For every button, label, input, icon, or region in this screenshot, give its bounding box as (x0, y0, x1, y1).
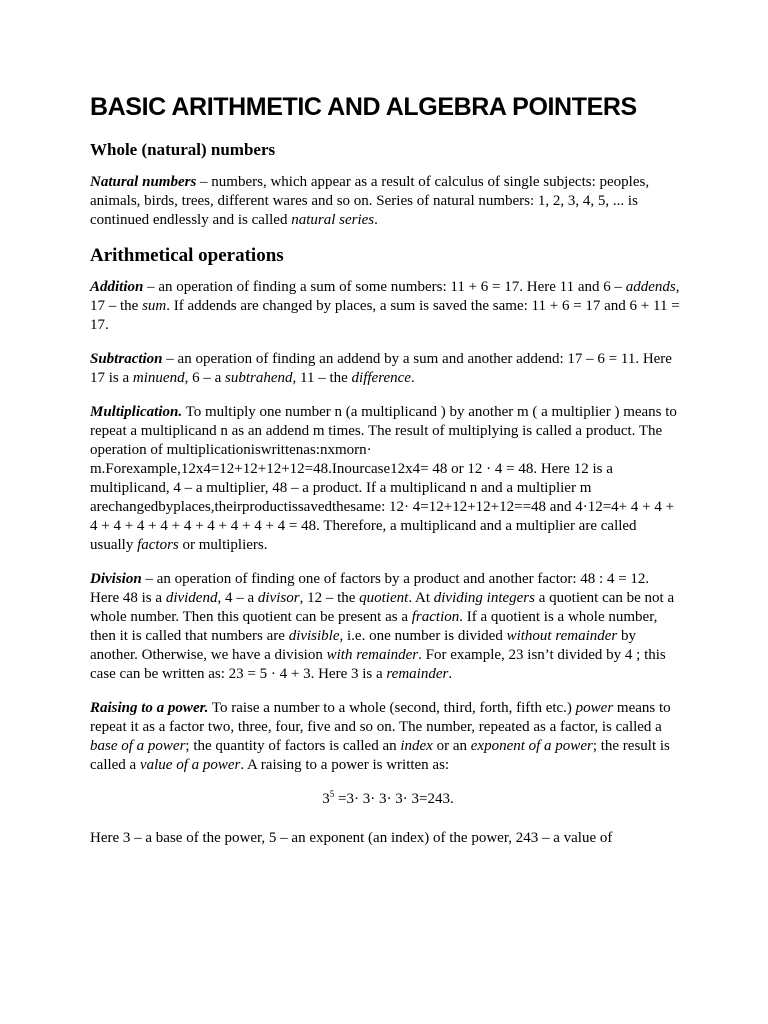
section-heading-whole-numbers: Whole (natural) numbers (90, 140, 276, 159)
paragraph-addition: Addition – an operation of finding a sum of some numbers: 11 + 6 = 17. Here 11 and 6 – addends, 17 – the sum. If addends are changed by places, a sum is saved the same: 11 + 6 = 17 and 6 + 11 = 17. (90, 279, 680, 333)
paragraph-subtraction: Subtraction – an operation of finding an addend by a sum and another addend: 17 – 6 = 11. Here 17 is a minuend, 6 – a subtrahend, 11 – the difference. (90, 351, 672, 386)
term-addition: Addition (90, 279, 144, 295)
section-heading-arithmetical-operations: Arithmetical operations (90, 245, 284, 266)
power-formula: $3^5 =3\cdot 3\cdot 3\cdot 3\cdot 3=243$. (322, 789, 454, 807)
term-natural-numbers: Natural numbers (90, 174, 197, 190)
document-content (90, 90, 680, 862)
paragraph-multiplication: Multiplication. To multiply one number n (a multiplicand ) by another m ( a multiplier ) means to repeat a multiplicand n as an addend m times. The result of multiplying is called a product. The operation of multiplicationiswrittenas:nxmorn· m.Forexample,12x4=12+12+12+12=48.Inourcase12x4= 48 or 12 · 4 = 48. Here 12 is a multiplicand, 4 – a multiplier, 48 – a product. If a multiplicand n and a multiplier m arechangedbyplaces,theirproductissavedthesame: 12· 4=12+12+12+12==48 and 4·12=4+ 4 + 4 + 4 + 4 + 4 + 4 + 4 + 4 + 4 + 4 + 4 = 48. Therefore, a multiplicand and a multiplier are called usually factors or multipliers. (90, 404, 677, 553)
paragraph-natural-numbers: Natural numbers – numbers, which appear as a result of calculus of single subjects: peoples, animals, birds, trees, different wares and so on. Series of natural numbers: 1, 2, 3, 4, 5, ... is continued endlessly and is called natural series. (90, 174, 650, 228)
term-division: Division (90, 571, 142, 587)
document-title: BASIC ARITHMETIC AND ALGEBRA POINTERS (90, 93, 637, 121)
paragraph-raising-to-power: Raising to a power. To raise a number to a whole (second, third, forth, fifth etc.) power means to repeat it as a factor two, three, four, five and so on. The number, repeated as a factor, is called a base of a power; the quantity of factors is called an index or an exponent of a power; the result is called a value of a power. A raising to a power is written as: (90, 700, 671, 773)
term-raising-to-power: Raising to a power. (90, 700, 209, 716)
paragraph-power-explanation: Here 3 – a base of the power, 5 – an exponent (an index) of the power, 243 – a value of (90, 830, 613, 846)
formula-exponent: 5 (329, 789, 335, 799)
term-multiplication: Multiplication. (90, 404, 183, 420)
paragraph-division: Division – an operation of finding one of factors by a product and another factor: 48 : 4 = 12. Here 48 is a dividend, 4 – a divisor, 12 – the quotient. At dividing integers a quotient can be not a whole number. Then this quotient can be present as a fraction. If a quotient is a whole number, then it is called that numbers are divisible, i.e. one number is divided without remainder by another. Otherwise, we have a division with remainder. For example, 23 isn’t divided by 4 ; this case can be written as: 23 = 5 · 4 + 3. Here 3 is a remainder. (90, 571, 675, 682)
term-subtraction: Subtraction (90, 351, 163, 367)
